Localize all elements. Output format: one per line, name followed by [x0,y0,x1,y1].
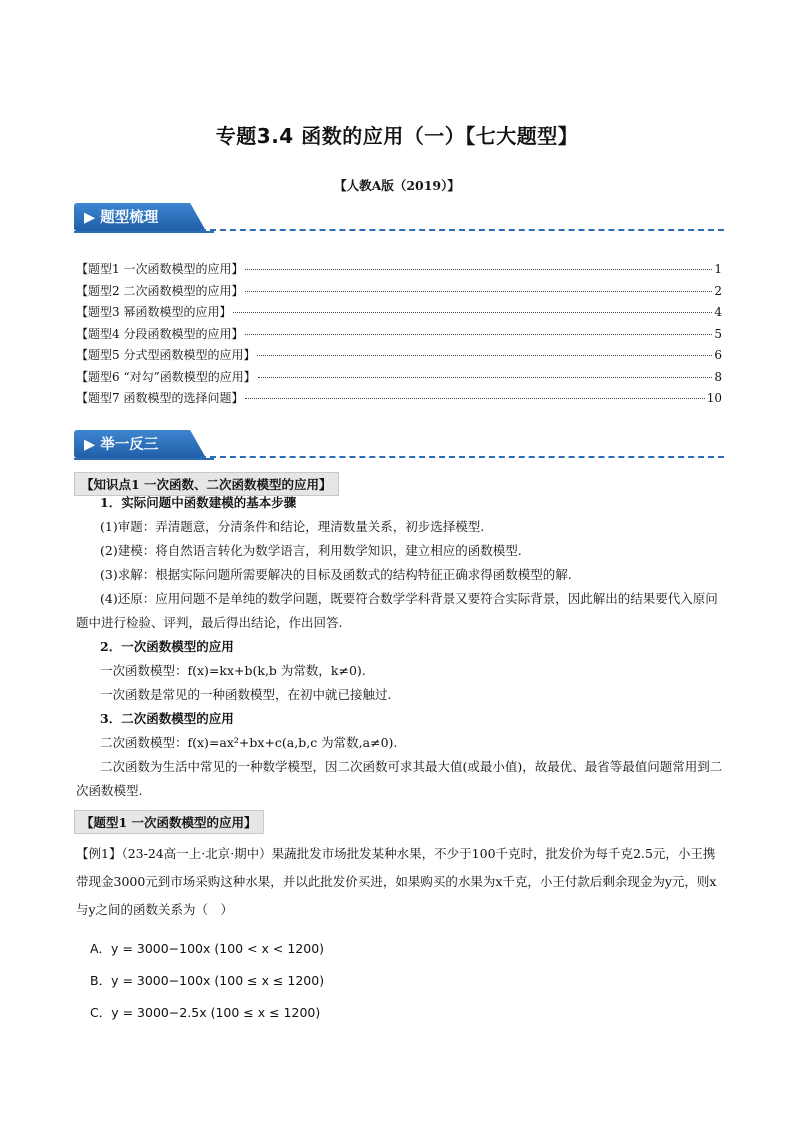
toc-leader [257,343,712,356]
toc-item-page: 8 [714,369,722,384]
toc-item-label: 【题型5 分式型函数模型的应用】 [76,348,256,362]
toc-item-label: 【题型7 函数模型的选择问题】 [76,391,244,405]
toc-item[interactable] [76,389,722,411]
knowledge-heading-3: 3．二次函数模型的应用 [100,711,234,726]
toc-heading: ▶ 题型梳理 [84,210,159,226]
knowledge-heading-1: 1．实际问题中函数建模的基本步骤 [100,495,297,510]
knowledge-point-label: 【知识点1 一次函数、二次函数模型的应用】 [74,472,339,496]
dashed-divider [200,229,724,231]
toc-item-label: 【题型1 一次函数模型的应用】 [76,262,244,276]
step-3: (3)求解：根据实际问题所需要解决的目标及函数式的结构特征正确求得函数模型的解. [100,567,572,582]
toc-item-label: 【题型4 分段函数模型的应用】 [76,326,244,341]
question-type-label: 【题型1 一次函数模型的应用】 [74,810,264,834]
page-title: 专题3.4 函数的应用（一）【七大题型】 [215,124,579,148]
knowledge-heading-2: 2．一次函数模型的应用 [100,639,234,654]
edition-label: 【人教A版（2019）】 [334,178,460,193]
toc-item-page: 5 [714,326,722,341]
toc-item-page: 6 [714,348,722,362]
option-b[interactable]: B．y = 3000−100x (100 ≤ x ≤ 1200) [90,973,325,988]
table-of-contents [76,260,722,411]
quadratic-model-note: 二次函数为生活中常见的一种数学模型，因二次函数可求其最大值(或最小值)，故最优、最省等最值问题常用到二次函数模型. [76,759,723,798]
toc-leader [245,322,712,335]
toc-item-page: 2 [714,283,722,298]
toc-leader [245,386,704,399]
option-c[interactable]: C．y = 3000−2.5x (100 ≤ x ≤ 1200) [90,1005,321,1020]
toc-leader [258,365,712,378]
banner-underline [74,458,214,460]
example-question: 【例1】（23-24高一上·北京·期中）果蔬批发市场批发某种水果，不少于100千克时，批发价为每千克2.5元，小王携带现金3000元到市场采购这种水果，并以此批发价买进，如果购买的水果为x千克，小王付款后剩余现金为y元，则x与y之间的函数关系为（ ） [76,846,717,917]
linear-model-note: 一次函数是常见的一种函数模型，在初中就已接触过. [100,687,392,702]
toc-leader [245,257,712,270]
toc-leader [245,279,712,292]
toc-banner [74,203,724,235]
toc-item-label: 【题型3 幂函数模型的应用】 [76,305,232,319]
toc-item-page: 1 [714,262,722,276]
practice-banner [74,430,724,462]
option-a[interactable]: A．y = 3000−100x (100 < x < 1200) [90,941,325,956]
toc-leader [233,300,712,313]
step-4: (4)还原：应用问题不是单纯的数学问题，既要符合数学学科背景又要符合实际背景，因此解出的结果要代入原问题中进行检验、评判，最后得出结论，作出回答. [76,591,718,630]
toc-item-page: 4 [714,305,722,319]
toc-item-page: 10 [706,391,722,405]
dashed-divider [200,456,724,458]
step-1: (1)审题：弄清题意，分清条件和结论，理清数量关系，初步选择模型. [100,519,485,534]
step-2: (2)建模：将自然语言转化为数学语言，利用数学知识，建立相应的函数模型. [100,543,522,558]
toc-item-label: 【题型6 “对勾”函数模型的应用】 [76,369,256,384]
banner-underline [74,231,214,233]
practice-heading: ▶ 举一反三 [84,437,159,453]
toc-item-label: 【题型2 二次函数模型的应用】 [76,283,244,298]
quadratic-model-formula: 二次函数模型：f(x)=ax²+bx+c(a,b,c 为常数,a≠0). [100,735,398,750]
linear-model-formula: 一次函数模型：f(x)=kx+b(k,b 为常数，k≠0). [100,663,366,678]
